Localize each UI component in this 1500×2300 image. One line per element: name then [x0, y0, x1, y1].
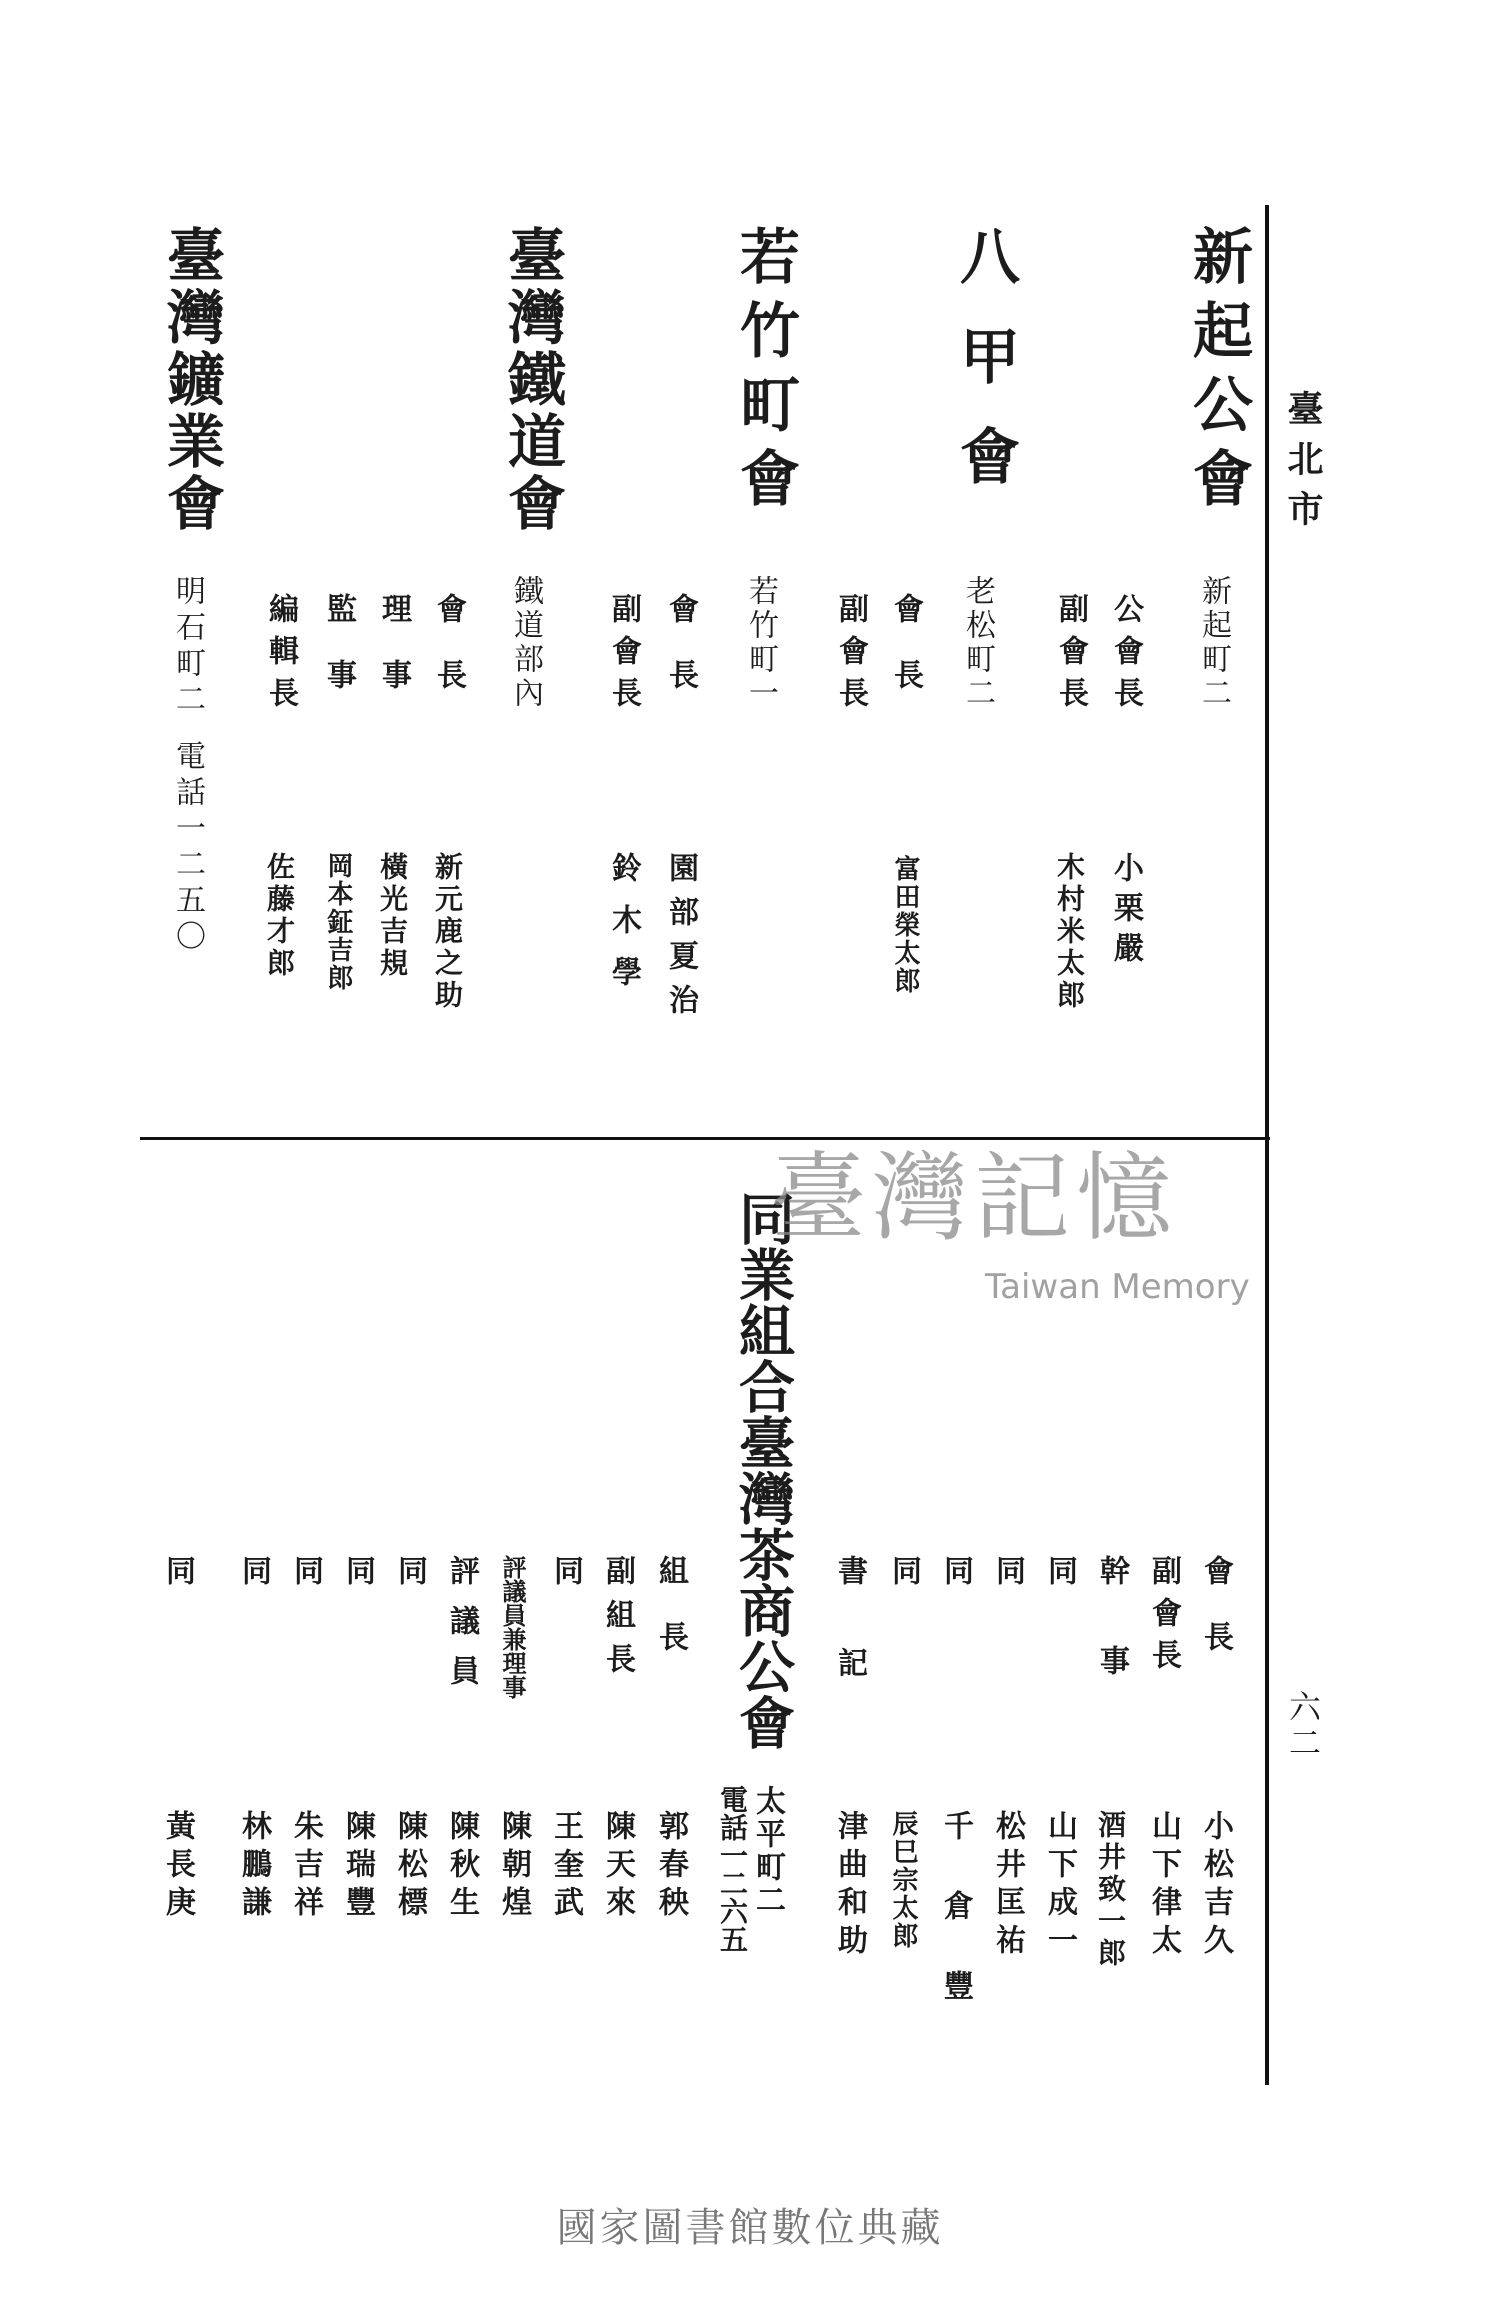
person-name: 山下成一: [1042, 1810, 1077, 1962]
assoc-address-tetsudou: 鐵道部內: [508, 575, 543, 711]
role-label: 評議員兼理事: [498, 1555, 527, 1699]
person-name: 新元鹿之助: [431, 852, 464, 1012]
margin-rule: [1265, 205, 1269, 2085]
role-label: 評議員: [444, 1555, 479, 1705]
watermark-logo: 臺灣記憶: [770, 1142, 1178, 1254]
role-label: 幹事: [1094, 1555, 1129, 1735]
person-name: 園部夏治: [663, 852, 698, 1028]
person-name: 小松吉久: [1198, 1810, 1233, 1962]
assoc-address-shinki: 新起町二: [1196, 575, 1231, 711]
person-name: 千倉豐: [938, 1810, 973, 2050]
role-label: 組長: [653, 1555, 688, 1687]
role-label: 副會長: [606, 593, 641, 719]
footer-credit: 國家圖書館數位典藏: [556, 2205, 944, 2251]
person-name: 陳天來: [600, 1810, 635, 1924]
role-label: 同: [288, 1555, 323, 1597]
role-label: 副會長: [833, 593, 868, 719]
role-label: 書記: [832, 1555, 867, 1739]
running-title: 臺北市: [1282, 390, 1324, 540]
role-label: 同: [886, 1555, 921, 1597]
assoc-address-wakatake: 若竹町一: [743, 575, 778, 711]
role-label: 公會長: [1108, 593, 1143, 719]
person-name: 木村米太郎: [1053, 852, 1086, 1012]
assoc-title-hakkou: 八甲會: [950, 225, 1020, 525]
role-label: 會長: [1198, 1555, 1233, 1687]
assoc-title-tetsudou: 臺灣鐵道會: [498, 225, 566, 535]
role-label: 同: [160, 1555, 195, 1597]
assoc-address-kougyou: 明石町二: [170, 575, 205, 719]
person-name: 富田榮太郎: [890, 855, 920, 995]
guild-address: 太平町二: [750, 1785, 785, 1917]
person-name: 鈴木學: [606, 852, 641, 1008]
role-label: 副會長: [1053, 593, 1088, 719]
person-name: 津曲和助: [832, 1810, 867, 1962]
person-name: 王奎武: [548, 1810, 583, 1924]
person-name: 陳秋生: [444, 1810, 479, 1924]
role-label: 會長: [663, 593, 698, 725]
role-label: 理事: [376, 593, 411, 725]
person-name: 酒井致一郎: [1094, 1810, 1127, 1970]
role-label: 同: [1042, 1555, 1077, 1597]
role-label: 同: [236, 1555, 271, 1597]
assoc-address-hakkou: 老松町二: [960, 575, 995, 711]
guild-title: 同業組合臺灣茶商公會: [730, 1190, 796, 1750]
person-name: 陳松標: [392, 1810, 427, 1924]
assoc-title-shinki: 新起公會: [1183, 225, 1253, 521]
role-label: 副組長: [600, 1555, 635, 1687]
role-label: 副會長: [1146, 1555, 1181, 1681]
role-label: 會長: [888, 593, 923, 725]
person-name: 辰巳宗太郎: [888, 1810, 918, 1950]
person-name: 朱吉祥: [288, 1810, 323, 1924]
person-name: 黃長庚: [160, 1810, 195, 1924]
person-name: 山下律太: [1146, 1810, 1181, 1962]
role-label: 同: [340, 1555, 375, 1597]
role-label: 會長: [431, 593, 466, 725]
role-label: 同: [392, 1555, 427, 1597]
person-name: 陳朝煌: [496, 1810, 531, 1924]
role-label: 同: [938, 1555, 973, 1597]
person-name: 橫光吉規: [376, 852, 409, 980]
person-name: 郭春秧: [653, 1810, 688, 1924]
role-label: 編輯長: [263, 593, 298, 719]
role-label: 同: [990, 1555, 1025, 1597]
assoc-title-wakatake: 若竹町會: [730, 225, 800, 521]
guild-phone: 電話一二六五: [716, 1785, 749, 1953]
page-number: 六二: [1284, 1690, 1322, 1762]
person-name: 松井匡祐: [990, 1810, 1025, 1962]
person-name: 小栗嚴: [1108, 852, 1143, 972]
role-label: 同: [548, 1555, 583, 1597]
person-name: 岡本鉦吉郎: [323, 852, 353, 992]
assoc-title-kougyou: 臺灣鑛業會: [157, 225, 225, 535]
section-divider: [140, 1137, 1270, 1140]
role-label: 監事: [321, 593, 356, 725]
watermark-english: Taiwan Memory: [985, 1267, 1250, 1307]
person-name: 陳瑞豐: [340, 1810, 375, 1924]
assoc-phone-kougyou: 電話一二五〇: [170, 740, 205, 956]
person-name: 佐藤才郎: [263, 852, 296, 980]
person-name: 林鵬謙: [236, 1810, 271, 1924]
